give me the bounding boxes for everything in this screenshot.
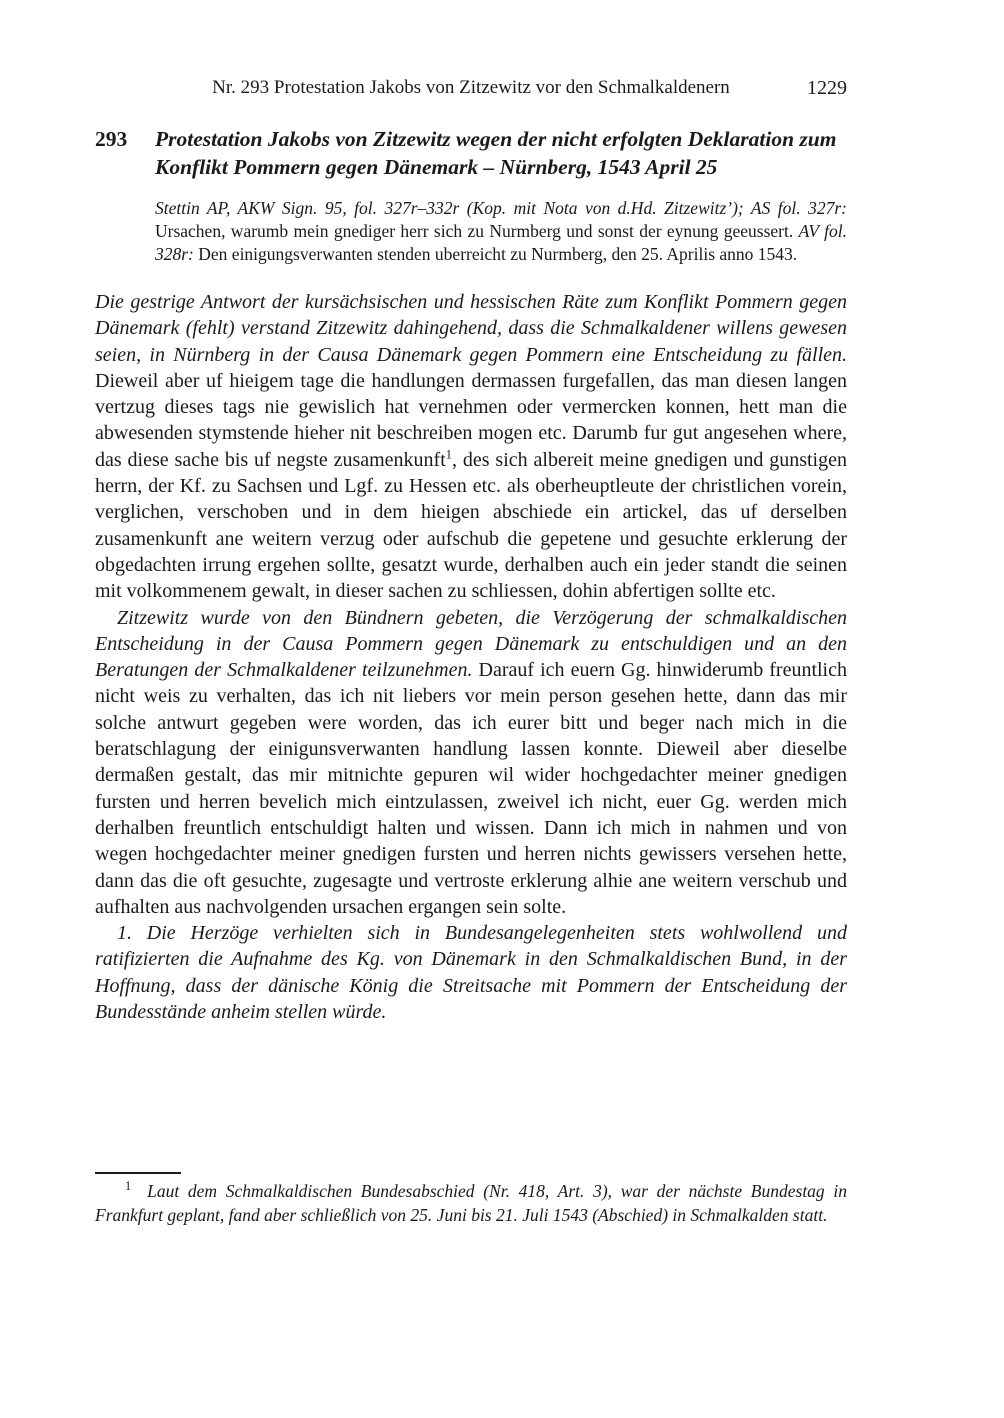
text-segment-italic: AV fol. 328r: bbox=[155, 221, 847, 264]
footnote-area bbox=[95, 1172, 847, 1227]
text-segment-italic: Stettin AP, AKW Sign. 95, fol. 327r–332r (Kop. mit Nota von d.Hd. Zitzewitz’); AS fol. 327r: bbox=[155, 198, 847, 218]
running-header bbox=[95, 76, 847, 100]
document-number: 293 bbox=[95, 127, 128, 151]
text-segment-roman: Ursachen, warumb mein gnediger herr sich zu Nurmberg und sonst der eynung geeussert. bbox=[155, 221, 799, 241]
text-segment-roman: Dieweil aber uf hieigem tage die handlungen dermassen furgefallen, das man diesen langen vertzug dieses tags nie gewislich hat vernehmen oder vermercken konnen, hett man die abwesenden stymstende hieher nit beschreiben mogen etc. Darumb fur gut angesehen where, das diese sache bis uf negste zusamenkunft bbox=[95, 369, 847, 471]
text-block bbox=[95, 0, 847, 1025]
page-number: 1229 bbox=[807, 77, 847, 99]
running-header-text: Nr. 293 Protestation Jakobs von Zitzewitz vor den Schmalkaldenern bbox=[212, 77, 730, 98]
source-note bbox=[155, 197, 847, 266]
text-segment-italic: Zitzewitz wurde von den Bündnern gebeten, die Verzögerung der schmalkaldischen Entscheidung in der Causa Pommern gegen Dänemark zu entschuldigen und an den Beratungen der Schmalkaldener teilzunehmen. bbox=[95, 606, 847, 682]
footnotes bbox=[95, 1180, 847, 1227]
footnote-marker: 1 bbox=[125, 1179, 132, 1194]
text-segment-italic: Die gestrige Antwort der kursächsischen und hessischen Räte zum Konflikt Pommern gegen Dänemark (fehlt) verstand Zitzewitz dahingehend, dass die Schmalkaldener willens gewesen seien, in Nürnberg in der Causa Dänemark gegen Pommern eine Entscheidung zu fällen. bbox=[95, 291, 847, 366]
text-segment-italic: 1. Die Herzöge verhielten sich in Bundesangelegenheiten stets wohlwollend und ratifizierten die Aufnahme des Kg. von Dänemark in den Schmalkaldischen Bund, in der Hoffnung, dass der dänische König die Streitsache mit Pommern der Entscheidung der Bundesstände anheim stellen würde. bbox=[95, 922, 847, 1024]
body-text bbox=[95, 289, 847, 1025]
footnote bbox=[95, 1180, 847, 1227]
text-segment-roman: Den einigungsverwanten stenden uberreicht zu Nurmberg, den 25. Aprilis anno 1543. bbox=[198, 244, 798, 264]
footnote-text: Laut dem Schmalkaldischen Bundesabschied (Nr. 418, Art. 3), war der nächste Bundestag in Frankfurt geplant, fand aber schließlich von 25. Juni bis 21. Juli 1543 (Abschied) in Schmalkalden statt. bbox=[95, 1181, 847, 1225]
document-title: Protestation Jakobs von Zitzewitz wegen der nicht erfolgten Deklaration zum Konflikt Pommern gegen Dänemark – Nürnberg, 1543 April 25 bbox=[155, 127, 837, 179]
footnote-reference: 1 bbox=[445, 447, 452, 462]
text-segment-roman: , des sich albereit meine gnedigen und gunstigen herrn, der Kf. zu Sachsen und Lgf. zu Hessen etc. als oberheuptleute der christlichen vorein, verglichen, verschoben und in dem hieigen abschiede ein artickel, das uf derselben zusamenkunft ane weitern verzug oder aufschub die gepetene und gesuchte erklerung der obgedachten irrung ergehen sollte, gesatzt wurde, derhalben auch ein jeder standt die seinen mit volkommenem gewalt, in dieser sachen zu schliessen, dohin abfertigen sollte etc. bbox=[95, 448, 847, 603]
text-segment-roman: Darauf ich euern Gg. hinwiderumb freuntlich nicht weis zu verhalten, das ich nit liebers vor mein person gesehen hette, dann das mir solche antwurt gegeben were worden, das ich eurer bitt und beger nach mich in die beratschlagung der einigunsverwanten handlung lassen konnte. Dieweil aber dieselbe dermaßen gestalt, das mir mitnichte gepuren wil wider hochgedachter meiner gnedigen fursten und herren bevelich mich eintzulassen, zweivel ich nicht, euer Gg. werden mich derhalben freuntlich entschuldigt halten und wissen. Dann ich mich in nahmen und von wegen hochgedachter meiner gnedigen fursten und herren nichts gewissers versehen hette, dann das die oft gesuchte, zugesagte und vertroste erklerung alhie ane weitern verschub und aufhalten aus nachvolgenden ursachen ergangen sein solte. bbox=[95, 659, 847, 918]
document-heading bbox=[95, 125, 847, 181]
body-paragraph bbox=[95, 920, 847, 1025]
body-paragraph bbox=[95, 289, 847, 605]
body-paragraph bbox=[95, 605, 847, 921]
footnote-separator-rule bbox=[95, 1172, 181, 1174]
